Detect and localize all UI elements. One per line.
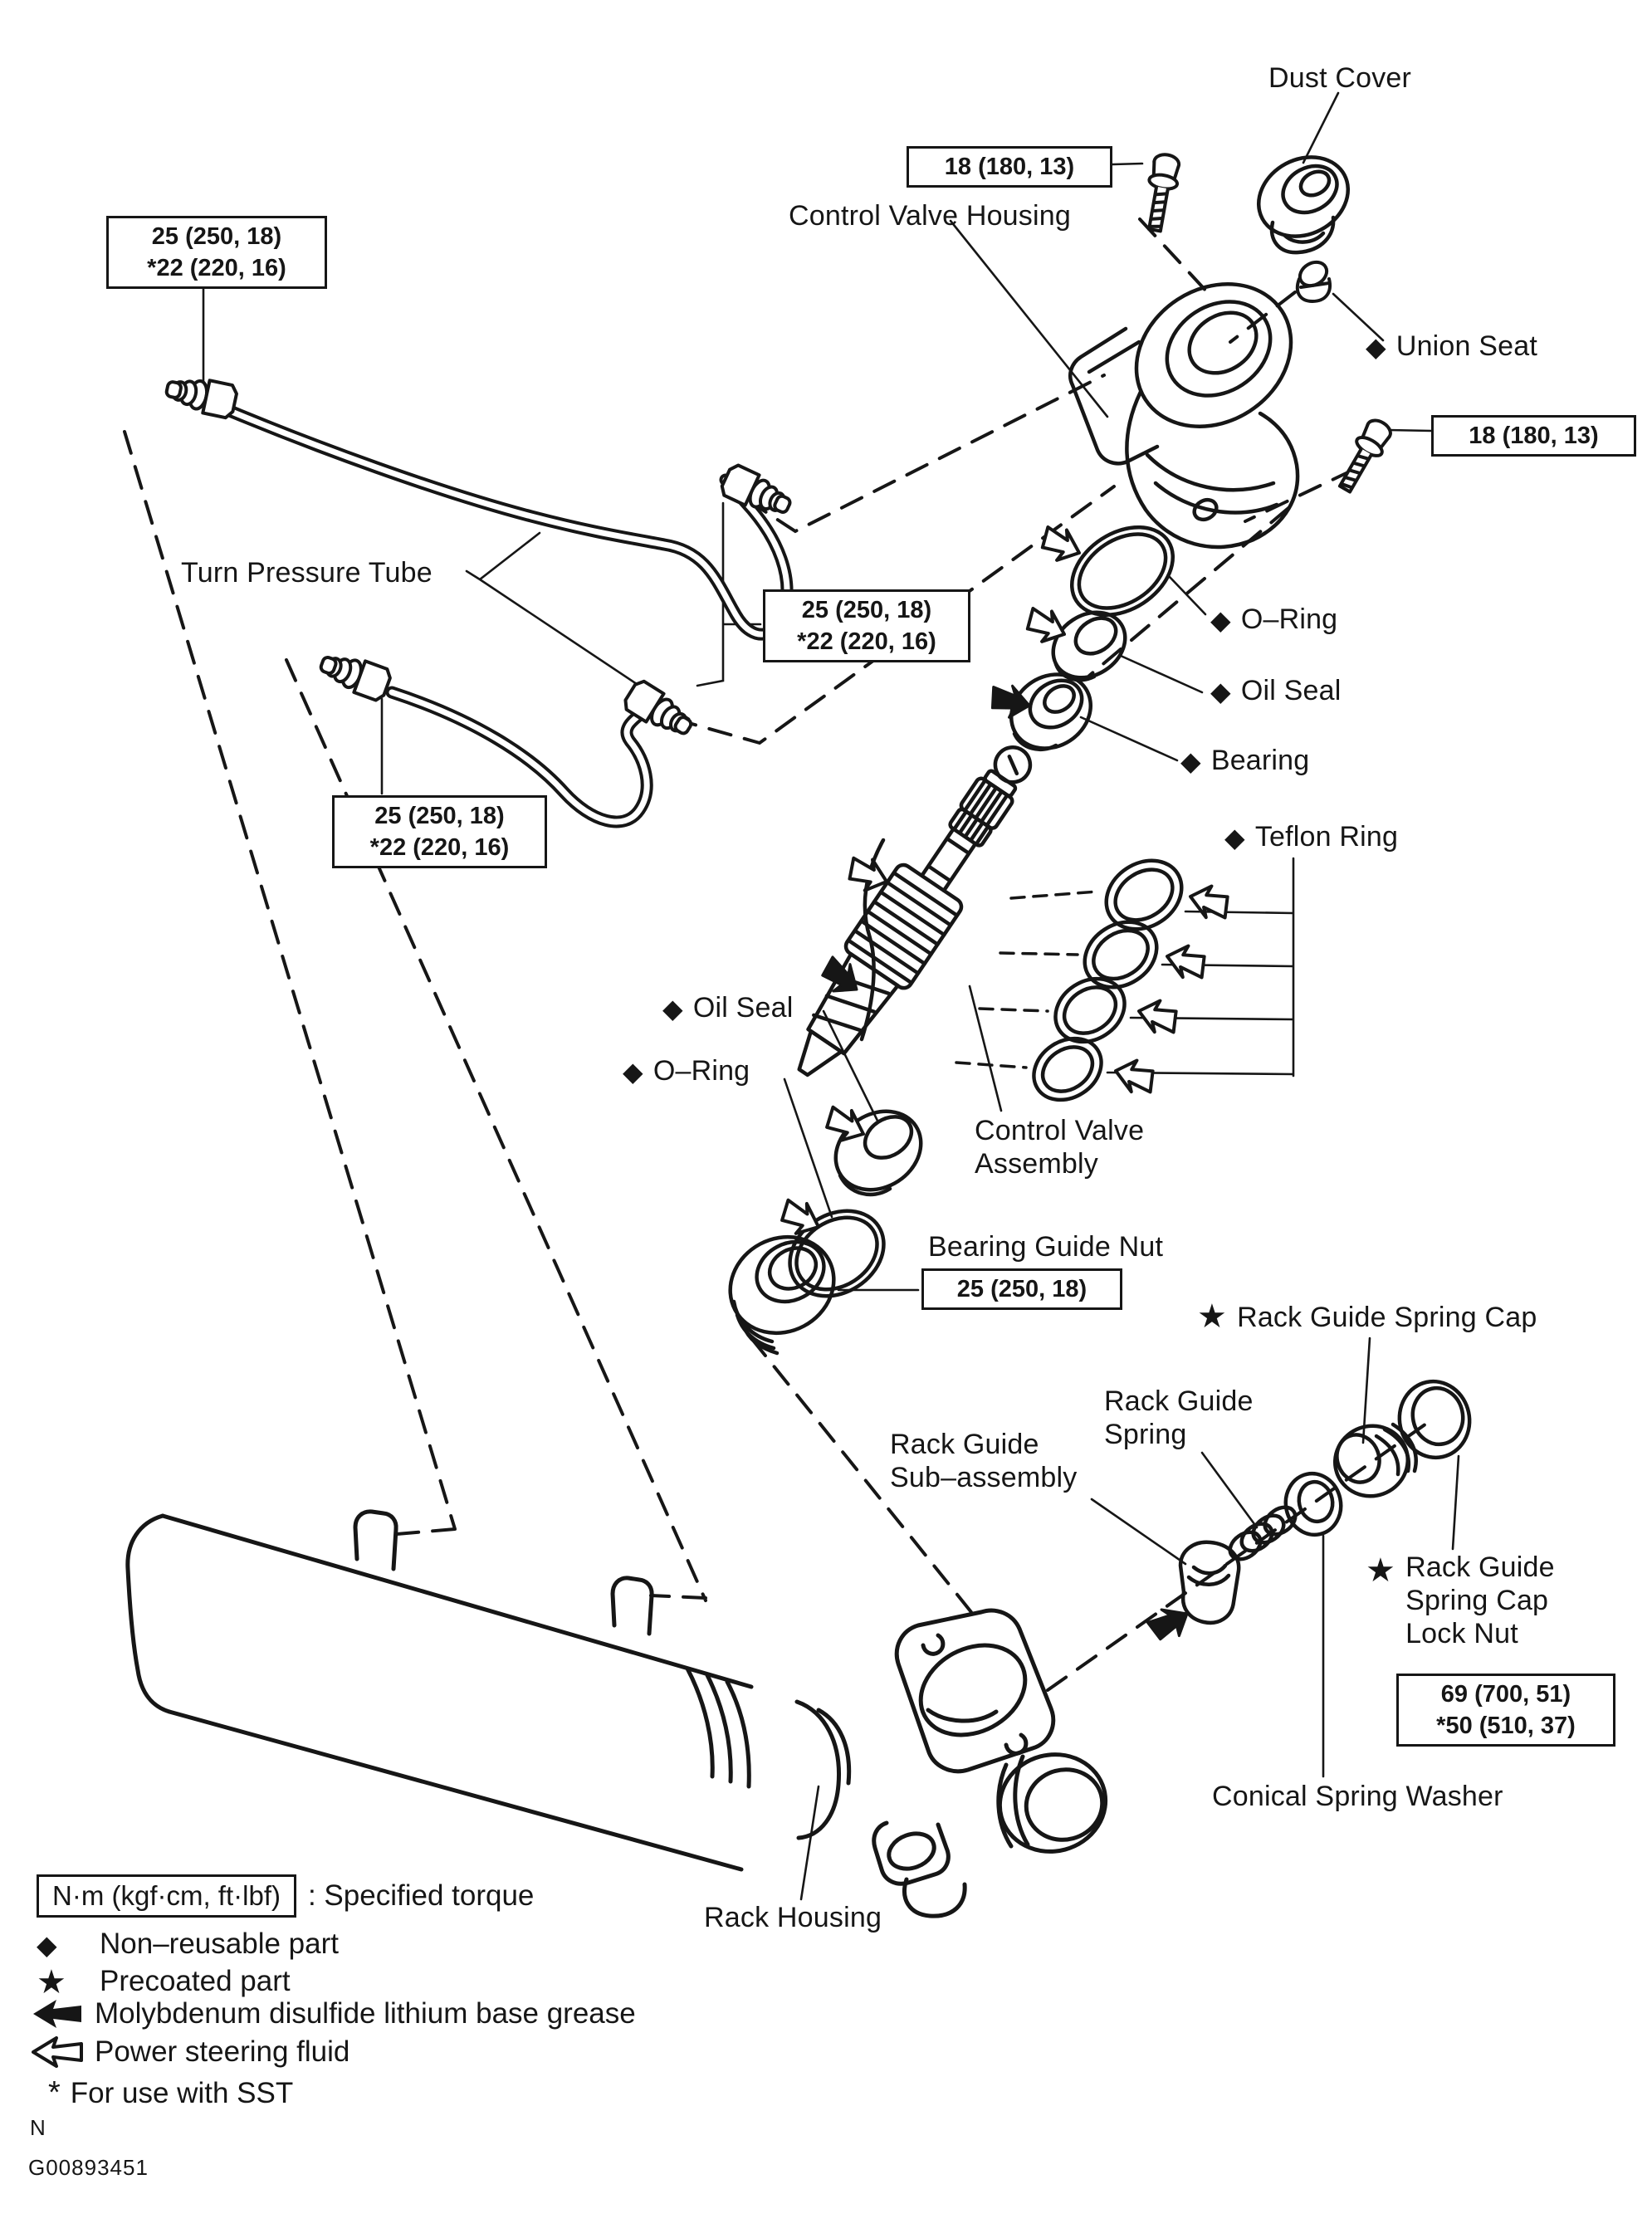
label-text: Oil Seal — [1240, 675, 1342, 706]
label-text: Bearing — [1210, 745, 1310, 776]
label-lock-nut — [1366, 1551, 1555, 1650]
torque-box-lock-nut — [1396, 1674, 1615, 1747]
label-teflon-ring — [1224, 820, 1398, 853]
legend-text: Molybdenum disulfide lithium base grease — [95, 1997, 636, 2030]
legend-text: For use with SST — [70, 2076, 294, 2109]
diamond-icon: ◆ — [1210, 605, 1231, 635]
fluid-arrow-icon — [32, 2036, 95, 2068]
torque-value: 25 (250, 18) — [151, 223, 282, 250]
label-o-ring-mid — [623, 1054, 750, 1087]
diamond-icon: ◆ — [662, 994, 683, 1024]
torque-value: *50 (510, 37) — [1436, 1713, 1576, 1739]
star-icon: ★ — [1366, 1552, 1396, 1589]
legend-torque-key — [37, 1874, 534, 1918]
star-icon: ★ — [1197, 1298, 1228, 1335]
label-text: O–Ring — [652, 1055, 750, 1087]
legend-item-grease — [32, 1997, 636, 2030]
label-turn-pressure-tube: Turn Pressure Tube — [181, 557, 433, 589]
label-text: O–Ring — [1240, 603, 1338, 635]
torque-box-mid-tube — [763, 589, 970, 662]
legend-item-non-reusable — [37, 1928, 339, 1961]
torque-value: 18 (180, 13) — [1469, 423, 1599, 449]
label-line: Spring Cap — [1405, 1585, 1549, 1617]
legend-item-sst — [48, 2075, 293, 2111]
label-rack-guide-spring-cap — [1197, 1297, 1537, 1336]
torque-box-bearing-guide-nut — [921, 1268, 1122, 1310]
label-line: Assembly — [975, 1148, 1098, 1180]
star-icon: ★ — [37, 1964, 66, 2001]
control-valve-assembly-part — [773, 729, 1054, 1094]
torque-value: *22 (220, 16) — [369, 834, 510, 861]
label-text: Rack Guide Spring Cap — [1237, 1302, 1537, 1333]
label-conical-spring-washer: Conical Spring Washer — [1212, 1781, 1503, 1812]
legend-item-precoated — [37, 1962, 291, 2001]
torque-box-left-tube-lower — [332, 795, 547, 868]
label-line: Rack Guide — [1405, 1551, 1555, 1583]
compass-letter: N — [30, 2115, 46, 2140]
diamond-icon: ◆ — [1210, 677, 1231, 706]
label-text: Oil Seal — [692, 992, 794, 1024]
label-line: Lock Nut — [1405, 1618, 1518, 1650]
grease-arrow-icon — [32, 1998, 95, 2030]
torque-key-suffix: : Specified torque — [307, 1879, 535, 1912]
legend-item-fluid — [32, 2035, 349, 2069]
figure-code: G00893451 — [28, 2155, 149, 2180]
torque-box-top-bolt — [907, 146, 1112, 188]
torque-box-side-bolt — [1431, 415, 1636, 457]
label-rack-housing: Rack Housing — [704, 1902, 882, 1933]
diamond-icon: ◆ — [1180, 746, 1201, 776]
asterisk-icon: * — [48, 2075, 61, 2110]
label-bearing — [1180, 744, 1309, 777]
label-oil-seal-top — [1210, 674, 1341, 707]
legend-text: Power steering fluid — [95, 2035, 350, 2068]
label-text: Teflon Ring — [1254, 821, 1399, 853]
torque-value: 25 (250, 18) — [956, 1276, 1087, 1302]
label-line: Rack Guide — [890, 1429, 1039, 1460]
torque-key-box: N·m (kgf·cm, ft·lbf) — [37, 1874, 296, 1918]
label-rack-guide-spring — [1104, 1385, 1254, 1451]
label-line: Sub–assembly — [890, 1462, 1078, 1494]
diamond-icon: ◆ — [1224, 823, 1245, 853]
label-control-valve-housing: Control Valve Housing — [789, 200, 1071, 232]
torque-value: 25 (250, 18) — [374, 803, 505, 829]
label-line: Spring — [1104, 1419, 1187, 1451]
label-dust-cover: Dust Cover — [1268, 62, 1412, 94]
torque-value: 69 (700, 51) — [1440, 1681, 1571, 1708]
dust-cover-part — [1244, 142, 1361, 252]
label-line: Rack Guide — [1104, 1385, 1254, 1417]
torque-box-left-tube-upper — [106, 216, 327, 289]
label-text: Union Seat — [1395, 330, 1538, 362]
torque-value: 25 (250, 18) — [801, 597, 932, 623]
label-control-valve-assembly — [975, 1114, 1144, 1180]
diamond-icon: ◆ — [1366, 332, 1386, 362]
legend-text: Precoated part — [100, 1965, 291, 1997]
union-seat-part — [1296, 257, 1331, 301]
label-line: Control Valve — [975, 1115, 1145, 1146]
rack-housing-part — [128, 1512, 1117, 1916]
seal-ring-stack — [997, 509, 1189, 763]
torque-value: 18 (180, 13) — [944, 154, 1075, 180]
explosion-dashed-lines — [125, 219, 1435, 1690]
label-rack-guide-sub-assembly — [890, 1428, 1077, 1494]
turn-pressure-tubes — [164, 372, 795, 822]
diamond-icon: ◆ — [37, 1930, 57, 1960]
label-o-ring-top — [1210, 603, 1337, 636]
label-oil-seal-mid — [662, 991, 793, 1024]
torque-value: *22 (220, 16) — [797, 628, 936, 655]
label-bearing-guide-nut: Bearing Guide Nut — [928, 1231, 1164, 1263]
label-union-seat — [1366, 330, 1537, 363]
bearing-guide-nut-part — [713, 1219, 851, 1353]
torque-value: *22 (220, 16) — [147, 255, 286, 281]
diamond-icon: ◆ — [623, 1057, 643, 1087]
legend-text: Non–reusable part — [100, 1928, 339, 1960]
